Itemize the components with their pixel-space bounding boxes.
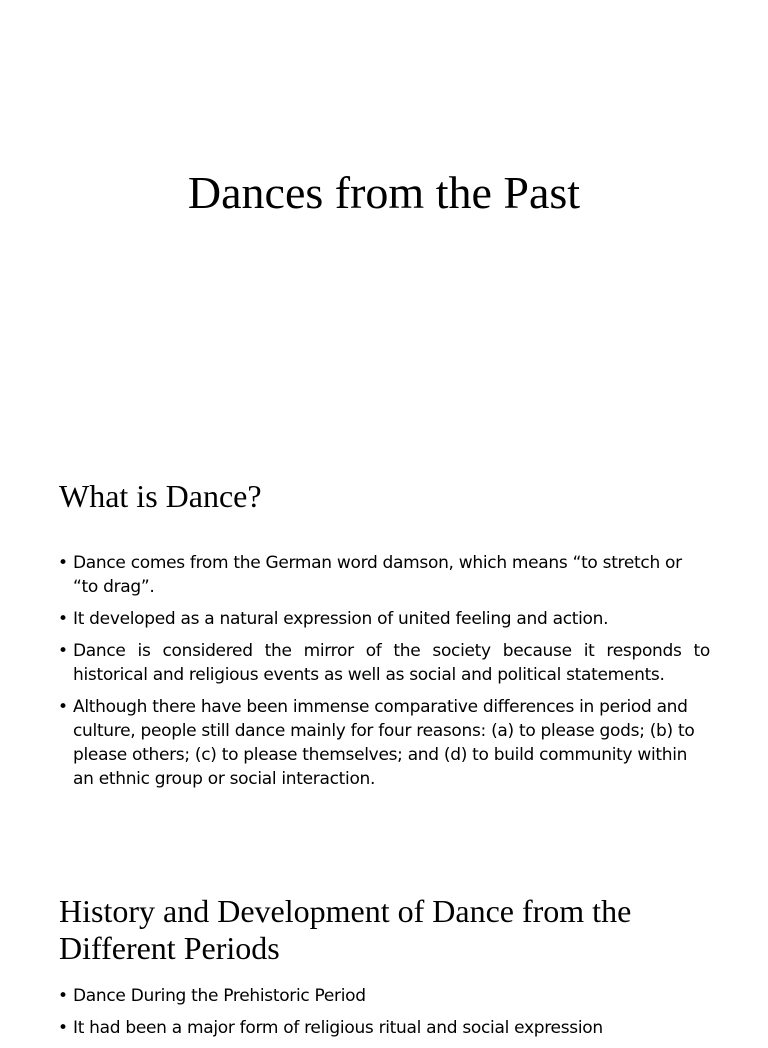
- bullet-icon: •: [58, 1018, 68, 1038]
- title-slide: [0, 0, 768, 432]
- bullet-text: Dance comes from the German word damson, which means “to stretch or “to drag”.: [73, 553, 682, 597]
- list-item: [58, 695, 710, 791]
- slide-heading: What is Dance?: [59, 478, 262, 514]
- bullet-list: [58, 551, 710, 799]
- bullet-icon: •: [58, 609, 68, 629]
- bullet-icon: •: [58, 553, 68, 573]
- list-item: [58, 639, 710, 687]
- list-item: [58, 607, 710, 631]
- bullet-text: Although there have been immense comparative differences in period and culture, people still dance mainly for four reasons: (a) to please gods; (b) to please others; (c) to please themselves; and (d) to build community within an ethnic group or social interaction.: [73, 697, 695, 789]
- bullet-icon: •: [58, 641, 68, 661]
- bullet-icon: •: [58, 697, 68, 717]
- presentation-title: Dances from the Past: [187, 167, 581, 218]
- list-item: [58, 551, 710, 599]
- list-item: [58, 984, 710, 1008]
- bullet-text: Dance During the Prehistoric Period: [73, 986, 366, 1006]
- bullet-text: It developed as a natural expression of united feeling and action.: [73, 609, 609, 629]
- bullet-icon: •: [58, 986, 68, 1006]
- list-item: [58, 1016, 710, 1040]
- bullet-text: Dance is considered the mirror of the society because it responds to historical and religious events as well as social and political statements.: [73, 641, 710, 685]
- bullet-list: [58, 984, 710, 1048]
- bullet-text: It had been a major form of religious ritual and social expression: [73, 1018, 603, 1038]
- slide-heading: History and Development of Dance from the Different Periods: [59, 893, 632, 966]
